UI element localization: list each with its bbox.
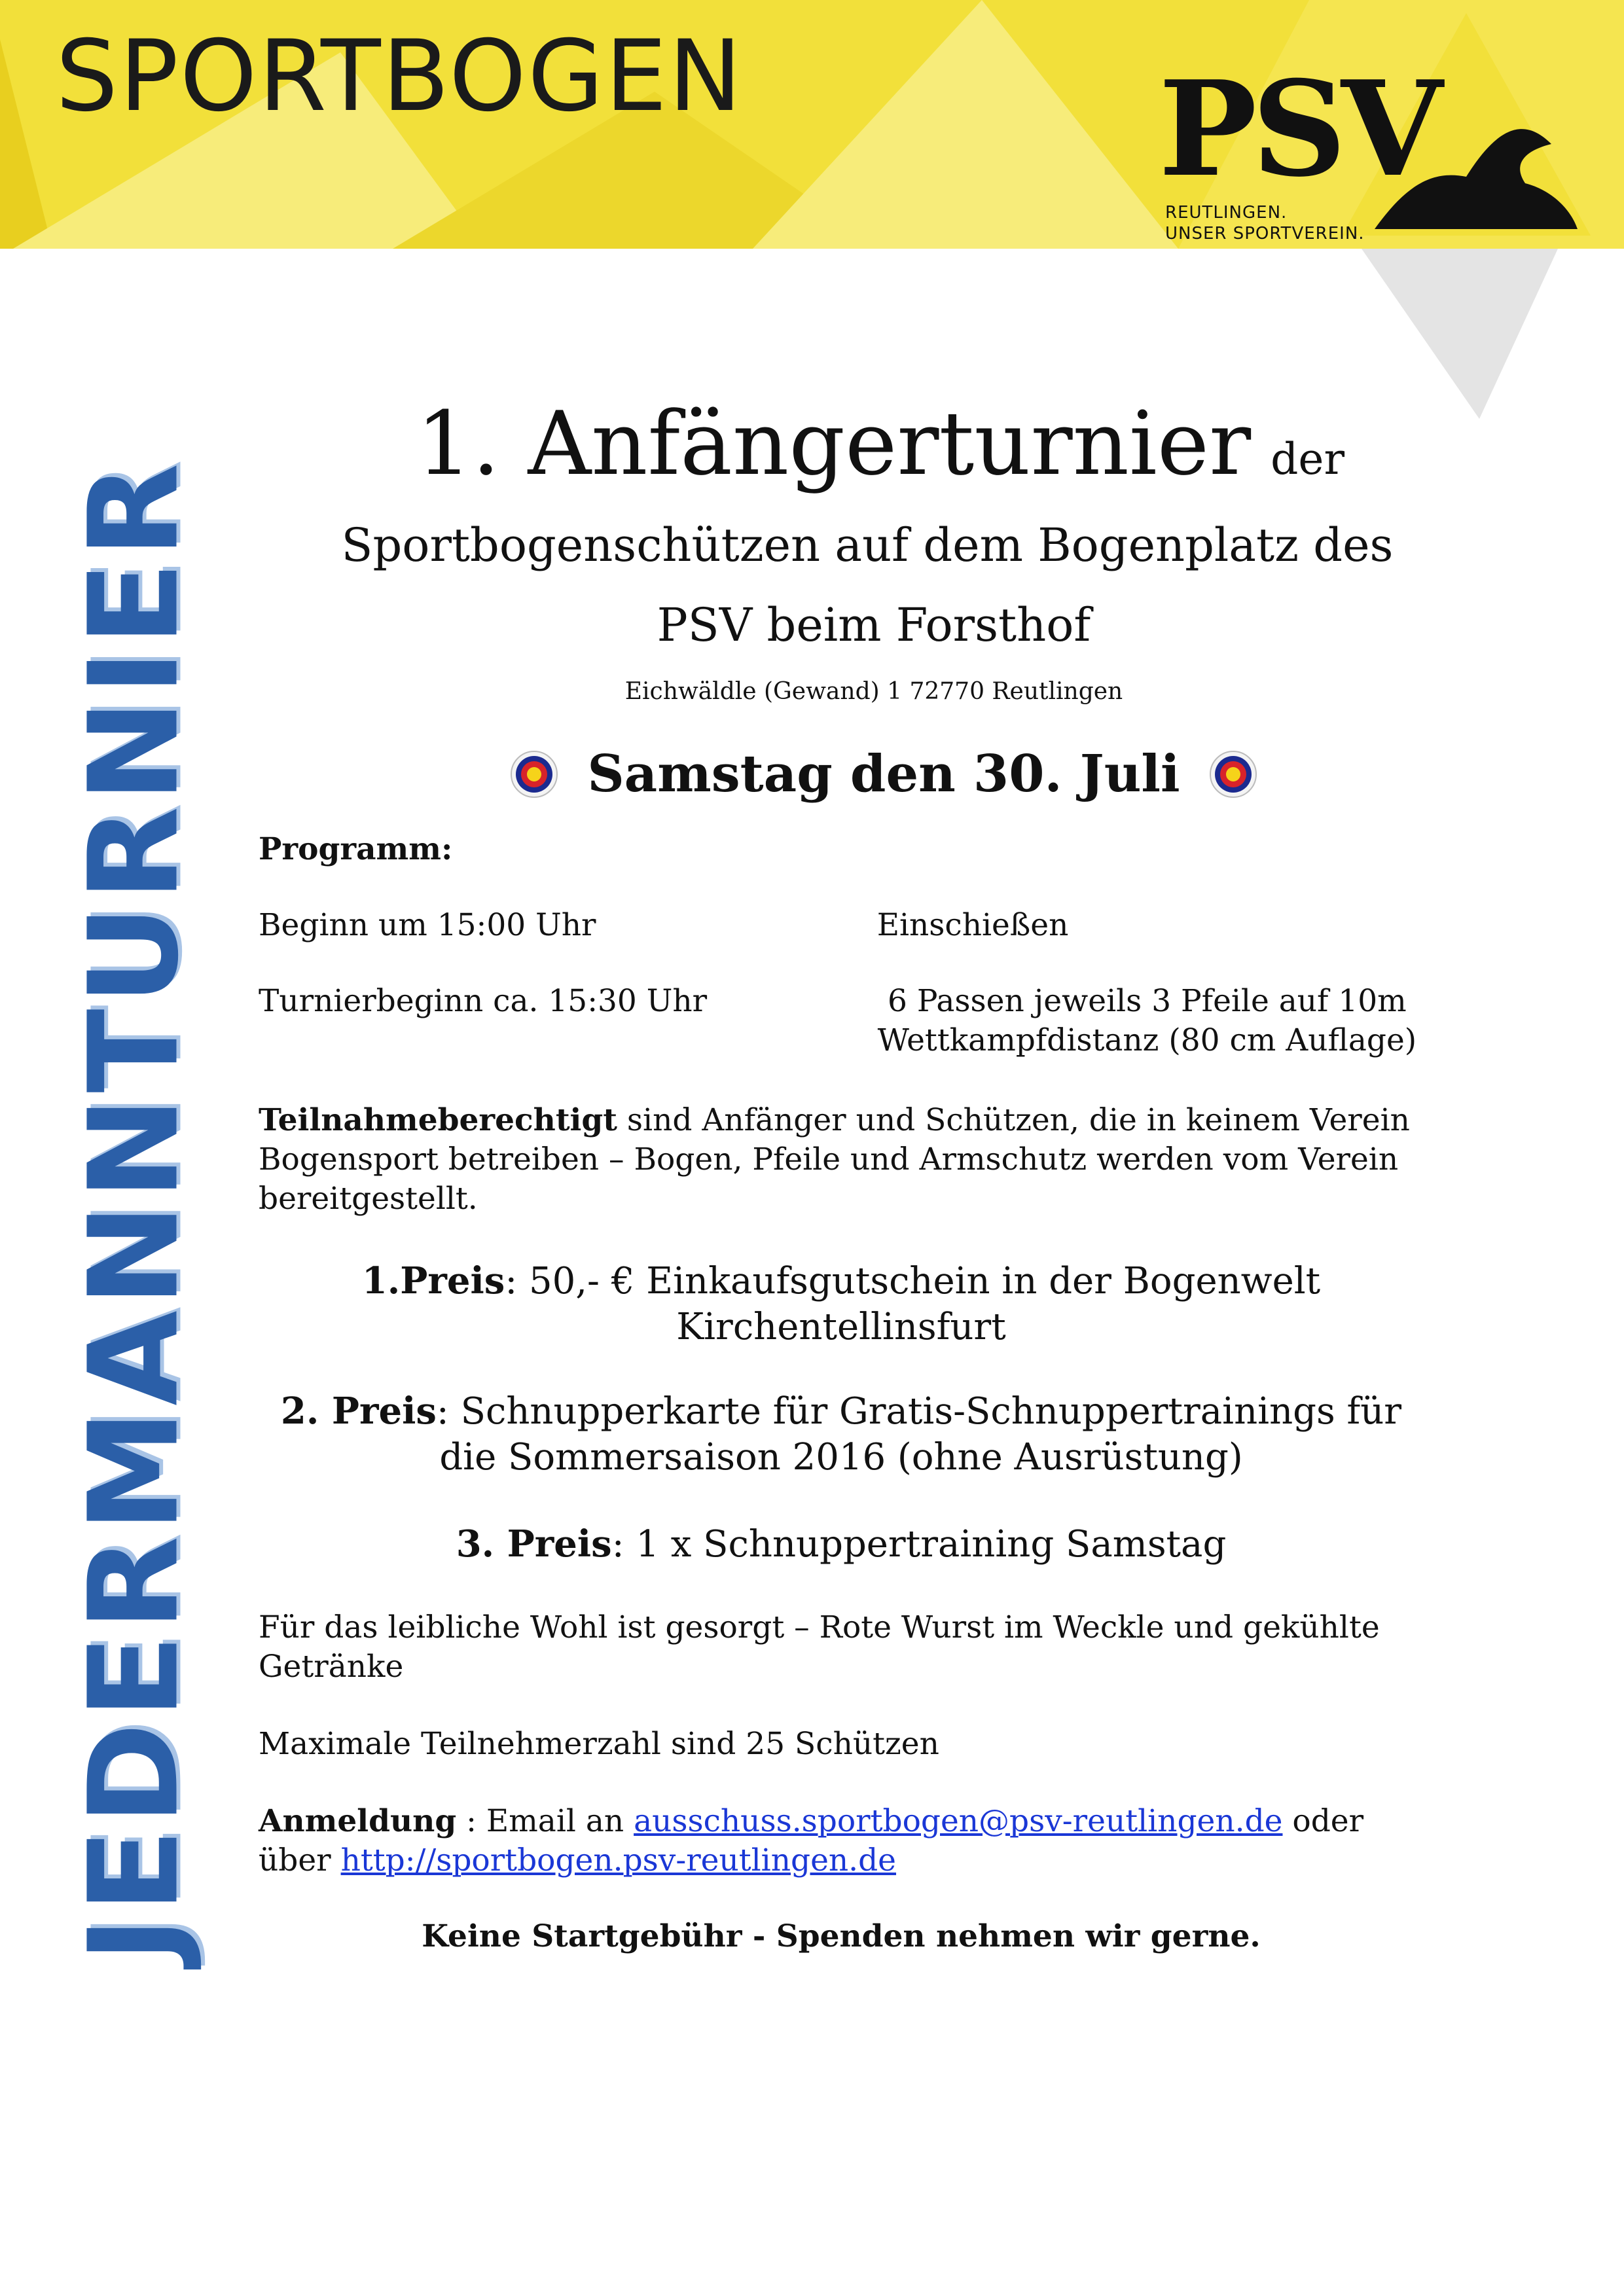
prize-3 xyxy=(259,1521,1424,1568)
email-link[interactable]: ausschuss.sportbogen@psv-reutlingen.de xyxy=(634,1803,1283,1839)
registration-middle: oder über xyxy=(259,1803,1364,1878)
psv-logo xyxy=(1159,13,1591,242)
eligibility-text: sind Anfänger und Schützen, die in keinem Verein Bogensport betreiben – Bogen, Pfeile und Armschutz werden vom Verein bereitgestellt. xyxy=(259,1102,1410,1217)
registration-prefix: : Email an xyxy=(456,1803,634,1839)
program-row xyxy=(259,982,1424,1060)
title-tail: der xyxy=(1271,434,1345,484)
logo-word: PSV xyxy=(1159,52,1437,206)
program-activity-line: Wettkampfdistanz (80 cm Auflage) xyxy=(877,1022,1417,1058)
eligibility-paragraph xyxy=(259,1101,1424,1219)
registration-label: Anmeldung xyxy=(259,1803,457,1839)
prize-label: 3. Preis xyxy=(456,1522,612,1566)
registration xyxy=(259,1802,1424,1880)
prize-2 xyxy=(259,1388,1424,1480)
prize-text: : Schnupperkarte für Gratis-Schnuppertrainings für xyxy=(436,1390,1402,1433)
logo-tagline-club: UNSER SPORTVEREIN. xyxy=(1165,224,1365,243)
archery-target-icon xyxy=(510,750,558,798)
eligibility-label: Teilnahmeberechtigt xyxy=(259,1102,617,1138)
address: Eichwäldle (Gewand) 1 72770 Reutlingen xyxy=(624,678,1123,705)
program-time: Turnierbeginn ca. 15:30 Uhr xyxy=(259,983,708,1019)
prize-text: : 1 x Schnuppertraining Samstag xyxy=(611,1523,1227,1566)
food-note: Für das leibliche Wohl ist gesorgt – Rote Wurst im Weckle und gekühlte Getränke xyxy=(259,1609,1380,1685)
prize-text: : 50,- € Einkaufsgutschein in der Bogenwelt xyxy=(505,1260,1321,1302)
max-participants: Maximale Teilnehmerzahl sind 25 Schützen xyxy=(259,1726,939,1762)
program-row xyxy=(259,906,1424,945)
prize-label: 2. Preis xyxy=(280,1390,437,1433)
event-date: Samstag den 30. Juli xyxy=(587,744,1180,804)
prize-text: Kirchentellinsfurt xyxy=(676,1306,1006,1348)
website-link[interactable]: http://sportbogen.psv-reutlingen.de xyxy=(340,1842,896,1878)
side-banner-text: JEDERMANNTURNIER xyxy=(62,459,206,1963)
footer-note: Keine Startgebühr - Spenden nehmen wir gerne. xyxy=(422,1918,1261,1954)
brand-title: SPORTBOGEN xyxy=(56,20,744,134)
main-content xyxy=(259,393,1424,1954)
program-time: Beginn um 15:00 Uhr xyxy=(259,907,596,943)
side-banner xyxy=(62,386,206,2036)
subtitle-line: Sportbogenschützen auf dem Bogenplatz des xyxy=(341,518,1394,572)
title-row xyxy=(337,393,1424,495)
program-activity: Einschießen xyxy=(876,907,1069,943)
program-heading: Programm: xyxy=(259,831,453,867)
prize-text: die Sommersaison 2016 (ohne Ausrüstung) xyxy=(439,1436,1243,1479)
program-activity-line: 6 Passen jeweils 3 Pfeile auf 10m xyxy=(888,983,1407,1019)
prize-1 xyxy=(259,1258,1424,1350)
date-row xyxy=(344,744,1424,804)
prize-label: 1.Preis xyxy=(361,1259,505,1302)
subtitle-location: PSV beim Forsthof xyxy=(657,598,1091,652)
archery-target-icon xyxy=(1209,750,1257,798)
logo-tagline-city: REUTLINGEN. xyxy=(1165,203,1288,223)
page-title: 1. Anfängerturnier xyxy=(416,393,1252,495)
program-activity xyxy=(871,982,1424,1060)
